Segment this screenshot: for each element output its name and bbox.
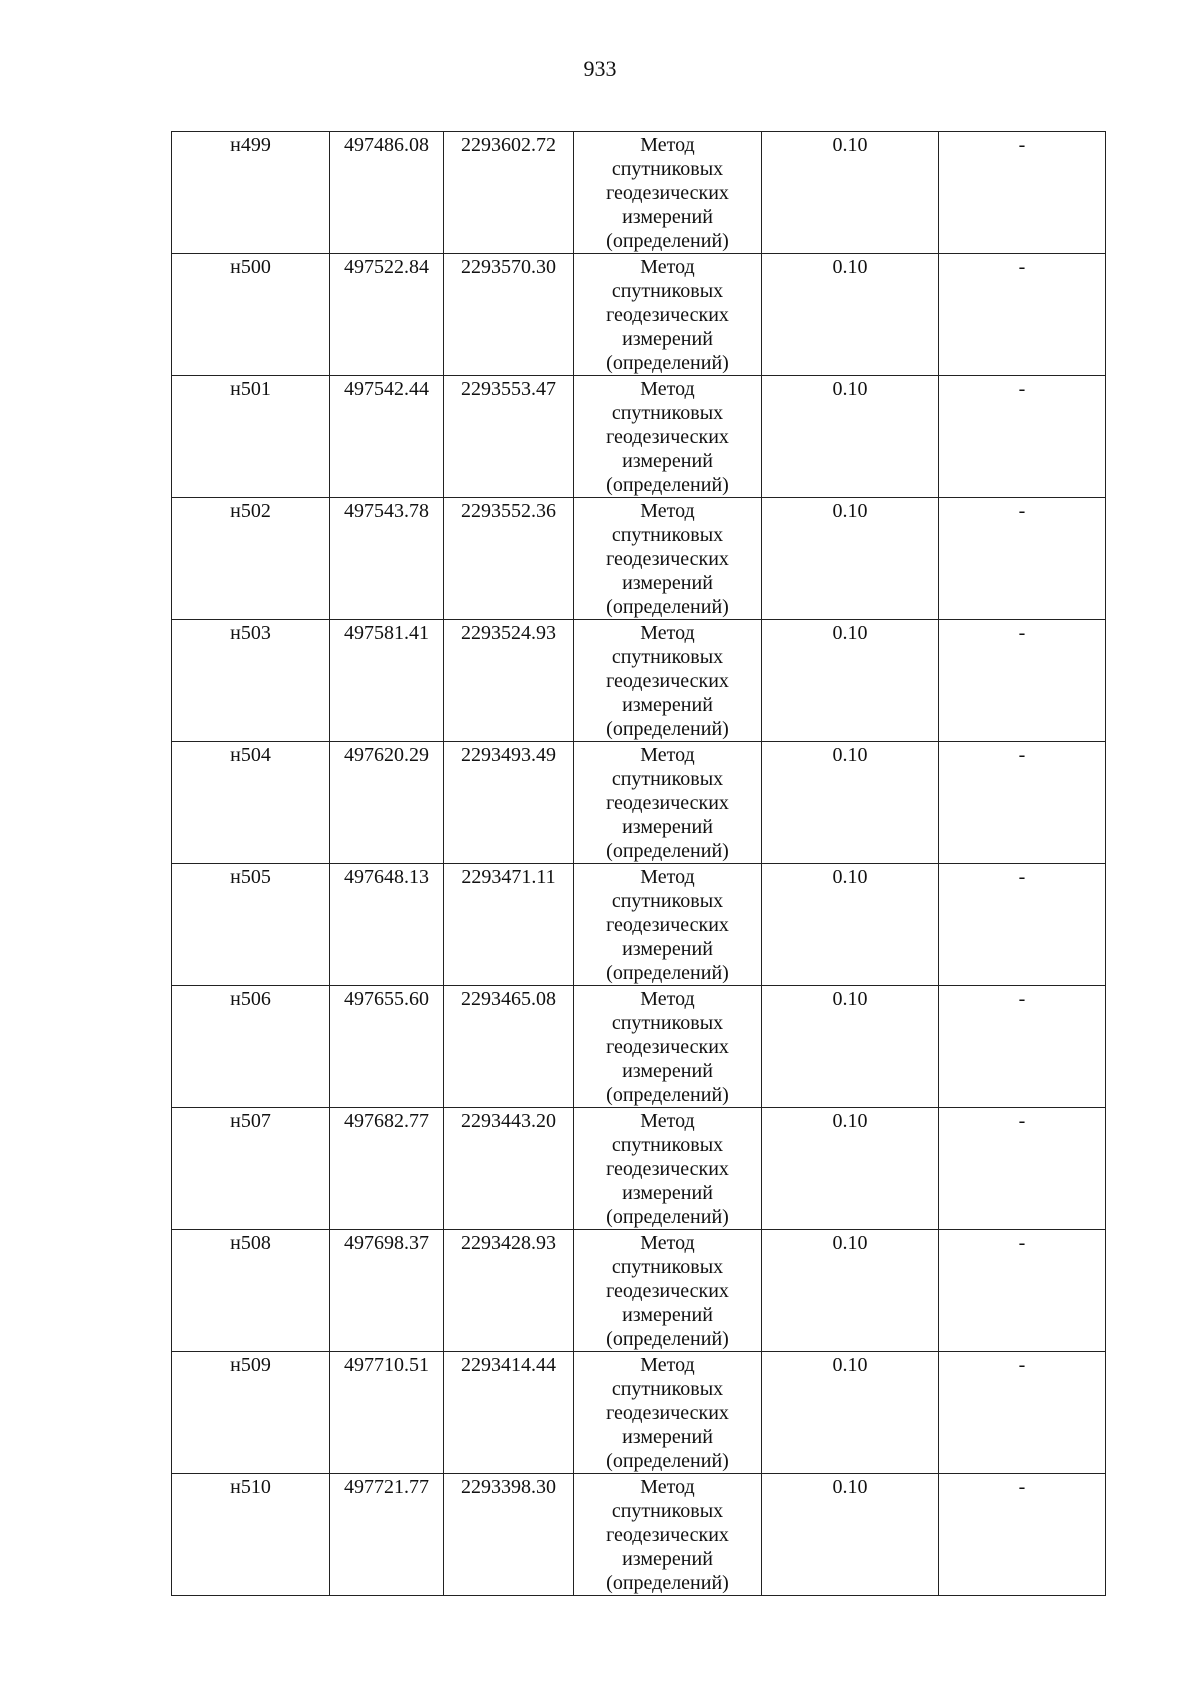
x-coordinate-cell xyxy=(330,620,444,742)
x-coordinate-cell-text: 497486.08 xyxy=(344,134,429,156)
x-coordinate-cell xyxy=(330,1474,444,1596)
method-text-line: (определений) xyxy=(606,718,729,740)
method-text-line: спутниковых xyxy=(611,1134,724,1156)
x-coordinate-cell xyxy=(330,132,444,254)
point-name-cell xyxy=(172,986,330,1108)
method-text-line: (определений) xyxy=(606,1450,729,1472)
method-text-line: геодезических xyxy=(606,304,729,326)
method-text-line: (определений) xyxy=(606,962,729,984)
method-text-line: спутниковых xyxy=(611,768,724,790)
y-coordinate-cell-text: 2293602.72 xyxy=(461,134,556,156)
x-coordinate-cell xyxy=(330,498,444,620)
accuracy-cell xyxy=(762,864,939,986)
accuracy-cell xyxy=(762,742,939,864)
method-text-line: геодезических xyxy=(606,914,729,936)
point-name-cell-text: н501 xyxy=(230,378,271,400)
method-text-line: измерений xyxy=(622,694,713,716)
x-coordinate-cell xyxy=(330,376,444,498)
y-coordinate-cell-text: 2293493.49 xyxy=(461,744,556,766)
method-text-line: (определений) xyxy=(606,352,729,374)
method-text-line: спутниковых xyxy=(611,1012,724,1034)
table-row xyxy=(172,986,1106,1108)
point-name-cell xyxy=(172,498,330,620)
point-name-cell-text: н505 xyxy=(230,866,271,888)
method-text-line: геодезических xyxy=(606,1280,729,1302)
accuracy-cell xyxy=(762,1230,939,1352)
method-cell xyxy=(574,620,762,742)
point-name-cell xyxy=(172,132,330,254)
point-name-cell xyxy=(172,1108,330,1230)
accuracy-cell-text: 0.10 xyxy=(832,378,868,400)
accuracy-cell-text: 0.10 xyxy=(832,866,868,888)
method-text-line: Метод xyxy=(640,1232,695,1254)
method-text-line: Метод xyxy=(640,256,695,278)
method-cell xyxy=(574,254,762,376)
point-name-cell xyxy=(172,254,330,376)
x-coordinate-cell-text: 497698.37 xyxy=(344,1232,429,1254)
method-cell xyxy=(574,132,762,254)
note-cell xyxy=(939,864,1106,986)
accuracy-cell xyxy=(762,376,939,498)
method-text-line: спутниковых xyxy=(611,402,724,424)
note-cell xyxy=(939,1108,1106,1230)
table-row xyxy=(172,1474,1106,1596)
note-cell-text: - xyxy=(1018,988,1026,1010)
method-text-line: (определений) xyxy=(606,1572,729,1594)
method-text-line: Метод xyxy=(640,622,695,644)
method-text-line: геодезических xyxy=(606,1158,729,1180)
method-text-line: геодезических xyxy=(606,182,729,204)
method-text-line: геодезических xyxy=(606,426,729,448)
coordinates-table xyxy=(171,131,1106,1596)
x-coordinate-cell-text: 497620.29 xyxy=(344,744,429,766)
method-text-line: Метод xyxy=(640,1354,695,1376)
method-text-line: измерений xyxy=(622,572,713,594)
table-row xyxy=(172,1352,1106,1474)
note-cell xyxy=(939,620,1106,742)
method-text-line: измерений xyxy=(622,1304,713,1326)
note-cell-text: - xyxy=(1018,1110,1026,1132)
x-coordinate-cell-text: 497655.60 xyxy=(344,988,429,1010)
point-name-cell-text: н500 xyxy=(230,256,271,278)
method-text-line: измерений xyxy=(622,1060,713,1082)
page-number: 933 xyxy=(583,56,617,81)
method-cell xyxy=(574,742,762,864)
x-coordinate-cell-text: 497648.13 xyxy=(344,866,429,888)
table-row xyxy=(172,620,1106,742)
x-coordinate-cell-text: 497682.77 xyxy=(344,1110,429,1132)
method-text-line: измерений xyxy=(622,938,713,960)
method-cell xyxy=(574,376,762,498)
table-body xyxy=(172,132,1106,1596)
y-coordinate-cell xyxy=(444,864,574,986)
method-text-line: измерений xyxy=(622,1426,713,1448)
y-coordinate-cell-text: 2293553.47 xyxy=(461,378,556,400)
point-name-cell-text: н506 xyxy=(230,988,271,1010)
method-text-line: Метод xyxy=(640,866,695,888)
x-coordinate-cell-text: 497543.78 xyxy=(344,500,429,522)
method-text-line: Метод xyxy=(640,1476,695,1498)
note-cell-text: - xyxy=(1018,134,1026,156)
y-coordinate-cell-text: 2293471.11 xyxy=(461,866,556,888)
method-text-line: (определений) xyxy=(606,840,729,862)
table-row xyxy=(172,1108,1106,1230)
note-cell-text: - xyxy=(1018,500,1026,522)
y-coordinate-cell xyxy=(444,254,574,376)
method-text-line: спутниковых xyxy=(611,524,724,546)
method-text-line: спутниковых xyxy=(611,646,724,668)
point-name-cell-text: н507 xyxy=(230,1110,271,1132)
note-cell-text: - xyxy=(1018,1354,1026,1376)
method-cell xyxy=(574,986,762,1108)
method-text-line: геодезических xyxy=(606,1402,729,1424)
method-text-line: измерений xyxy=(622,1548,713,1570)
accuracy-cell-text: 0.10 xyxy=(832,256,868,278)
method-text-line: измерений xyxy=(622,1182,713,1204)
note-cell-text: - xyxy=(1018,622,1026,644)
method-text-line: спутниковых xyxy=(611,280,724,302)
method-text-line: (определений) xyxy=(606,1206,729,1228)
method-text-line: Метод xyxy=(640,1110,695,1132)
accuracy-cell xyxy=(762,132,939,254)
method-text-line: геодезических xyxy=(606,670,729,692)
y-coordinate-cell-text: 2293443.20 xyxy=(461,1110,556,1132)
method-text-line: спутниковых xyxy=(611,1500,724,1522)
table-row xyxy=(172,742,1106,864)
point-name-cell-text: н509 xyxy=(230,1354,271,1376)
method-text-line: спутниковых xyxy=(611,1256,724,1278)
accuracy-cell xyxy=(762,1352,939,1474)
accuracy-cell-text: 0.10 xyxy=(832,744,868,766)
x-coordinate-cell xyxy=(330,254,444,376)
x-coordinate-cell-text: 497710.51 xyxy=(344,1354,429,1376)
method-text-line: (определений) xyxy=(606,596,729,618)
point-name-cell-text: н504 xyxy=(230,744,271,766)
accuracy-cell-text: 0.10 xyxy=(832,1232,868,1254)
accuracy-cell-text: 0.10 xyxy=(832,1476,868,1498)
accuracy-cell-text: 0.10 xyxy=(832,622,868,644)
point-name-cell-text: н503 xyxy=(230,622,271,644)
point-name-cell-text: н510 xyxy=(230,1476,271,1498)
note-cell-text: - xyxy=(1018,1476,1026,1498)
point-name-cell xyxy=(172,864,330,986)
accuracy-cell xyxy=(762,620,939,742)
y-coordinate-cell-text: 2293398.30 xyxy=(461,1476,556,1498)
y-coordinate-cell xyxy=(444,376,574,498)
x-coordinate-cell-text: 497721.77 xyxy=(344,1476,429,1498)
note-cell xyxy=(939,1474,1106,1596)
accuracy-cell-text: 0.10 xyxy=(832,500,868,522)
table-row xyxy=(172,376,1106,498)
method-text-line: измерений xyxy=(622,450,713,472)
method-cell xyxy=(574,1230,762,1352)
table-row xyxy=(172,132,1106,254)
table-row xyxy=(172,1230,1106,1352)
y-coordinate-cell xyxy=(444,1474,574,1596)
method-text-line: Метод xyxy=(640,378,695,400)
x-coordinate-cell xyxy=(330,1108,444,1230)
note-cell xyxy=(939,1230,1106,1352)
point-name-cell-text: н508 xyxy=(230,1232,271,1254)
point-name-cell xyxy=(172,620,330,742)
point-name-cell xyxy=(172,1352,330,1474)
accuracy-cell-text: 0.10 xyxy=(832,1110,868,1132)
method-text-line: измерений xyxy=(622,816,713,838)
point-name-cell xyxy=(172,1230,330,1352)
x-coordinate-cell-text: 497542.44 xyxy=(344,378,429,400)
method-text-line: Метод xyxy=(640,500,695,522)
table-row xyxy=(172,254,1106,376)
y-coordinate-cell-text: 2293570.30 xyxy=(461,256,556,278)
y-coordinate-cell-text: 2293552.36 xyxy=(461,500,556,522)
accuracy-cell xyxy=(762,498,939,620)
y-coordinate-cell-text: 2293414.44 xyxy=(461,1354,556,1376)
x-coordinate-cell xyxy=(330,864,444,986)
note-cell xyxy=(939,498,1106,620)
y-coordinate-cell xyxy=(444,986,574,1108)
accuracy-cell xyxy=(762,1108,939,1230)
note-cell-text: - xyxy=(1018,1232,1026,1254)
y-coordinate-cell-text: 2293524.93 xyxy=(461,622,556,644)
accuracy-cell-text: 0.10 xyxy=(832,988,868,1010)
method-text-line: Метод xyxy=(640,744,695,766)
method-cell xyxy=(574,498,762,620)
note-cell-text: - xyxy=(1018,866,1026,888)
method-text-line: геодезических xyxy=(606,548,729,570)
point-name-cell xyxy=(172,742,330,864)
method-cell xyxy=(574,1474,762,1596)
method-text-line: Метод xyxy=(640,134,695,156)
accuracy-cell xyxy=(762,254,939,376)
method-text-line: (определений) xyxy=(606,474,729,496)
accuracy-cell xyxy=(762,1474,939,1596)
x-coordinate-cell xyxy=(330,742,444,864)
y-coordinate-cell-text: 2293428.93 xyxy=(461,1232,556,1254)
method-text-line: измерений xyxy=(622,206,713,228)
method-text-line: спутниковых xyxy=(611,1378,724,1400)
method-text-line: (определений) xyxy=(606,230,729,252)
table-row xyxy=(172,864,1106,986)
method-text-line: измерений xyxy=(622,328,713,350)
x-coordinate-cell xyxy=(330,986,444,1108)
accuracy-cell-text: 0.10 xyxy=(832,134,868,156)
point-name-cell-text: н502 xyxy=(230,500,271,522)
method-text-line: геодезических xyxy=(606,1524,729,1546)
method-cell xyxy=(574,1108,762,1230)
x-coordinate-cell-text: 497522.84 xyxy=(344,256,429,278)
point-name-cell-text: н499 xyxy=(230,134,271,156)
y-coordinate-cell xyxy=(444,742,574,864)
method-text-line: спутниковых xyxy=(611,890,724,912)
note-cell xyxy=(939,1352,1106,1474)
y-coordinate-cell xyxy=(444,1108,574,1230)
note-cell xyxy=(939,254,1106,376)
note-cell xyxy=(939,742,1106,864)
note-cell-text: - xyxy=(1018,744,1026,766)
y-coordinate-cell-text: 2293465.08 xyxy=(461,988,556,1010)
method-text-line: геодезических xyxy=(606,1036,729,1058)
note-cell xyxy=(939,376,1106,498)
note-cell xyxy=(939,986,1106,1108)
accuracy-cell xyxy=(762,986,939,1108)
point-name-cell xyxy=(172,376,330,498)
note-cell xyxy=(939,132,1106,254)
y-coordinate-cell xyxy=(444,498,574,620)
x-coordinate-cell xyxy=(330,1230,444,1352)
method-text-line: геодезических xyxy=(606,792,729,814)
method-cell xyxy=(574,1352,762,1474)
y-coordinate-cell xyxy=(444,1230,574,1352)
method-text-line: (определений) xyxy=(606,1328,729,1350)
x-coordinate-cell-text: 497581.41 xyxy=(344,622,429,644)
method-text-line: спутниковых xyxy=(611,158,724,180)
method-cell xyxy=(574,864,762,986)
table-row xyxy=(172,498,1106,620)
accuracy-cell-text: 0.10 xyxy=(832,1354,868,1376)
y-coordinate-cell xyxy=(444,1352,574,1474)
y-coordinate-cell xyxy=(444,620,574,742)
note-cell-text: - xyxy=(1018,256,1026,278)
y-coordinate-cell xyxy=(444,132,574,254)
method-text-line: Метод xyxy=(640,988,695,1010)
note-cell-text: - xyxy=(1018,378,1026,400)
method-text-line: (определений) xyxy=(606,1084,729,1106)
point-name-cell xyxy=(172,1474,330,1596)
x-coordinate-cell xyxy=(330,1352,444,1474)
